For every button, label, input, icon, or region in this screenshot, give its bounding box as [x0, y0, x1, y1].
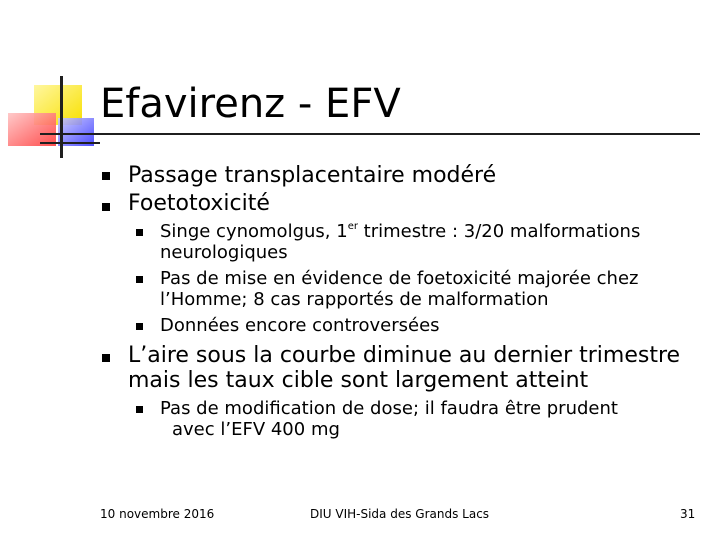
- title-divider: [40, 133, 700, 135]
- bullet-marker: [102, 172, 110, 180]
- footer-date: 10 novembre 2016: [100, 507, 215, 521]
- bullet-text: L’aire sous la courbe diminue au dernier trimestre: [128, 343, 681, 368]
- bullet-marker: [102, 203, 110, 211]
- sub-bullet-text-part: Singe cynomolgus, 1: [160, 221, 348, 242]
- superscript: er: [347, 221, 358, 232]
- sub-bullet-text: Pas de modification de dose; il faudra être prudent: [160, 398, 618, 419]
- sub-bullet-marker: [136, 276, 143, 283]
- bullet-text-continuation: mais les taux cible sont largement atteint: [128, 368, 589, 393]
- sub-bullet-marker: [136, 406, 143, 413]
- sub-bullet-text-continuation: neurologiques: [160, 242, 288, 263]
- sub-bullet-text-continuation: l’Homme; 8 cas rapportés de malformation: [160, 289, 549, 310]
- decorative-logo: [0, 0, 110, 170]
- slide-title: Efavirenz - EFV: [100, 81, 401, 127]
- sub-bullet-marker: [136, 229, 143, 236]
- sub-bullet-text-continuation: avec l’EFV 400 mg: [172, 419, 340, 440]
- sub-bullet-text: Pas de mise en évidence de foetoxicité majorée chez: [160, 268, 639, 289]
- sub-bullet-marker: [136, 323, 143, 330]
- sub-bullet-text-part: trimestre : 3/20 malformations: [357, 221, 641, 242]
- sub-bullet-text: [160, 221, 640, 242]
- bullet-text: Passage transplacentaire modéré: [128, 163, 497, 188]
- footer-center-text: DIU VIH-Sida des Grands Lacs: [310, 507, 490, 521]
- sub-bullet-text: Données encore controversées: [160, 315, 440, 336]
- bullet-marker: [102, 354, 110, 362]
- bullet-text: Foetotoxicité: [128, 191, 270, 216]
- page-number: 31: [680, 507, 696, 521]
